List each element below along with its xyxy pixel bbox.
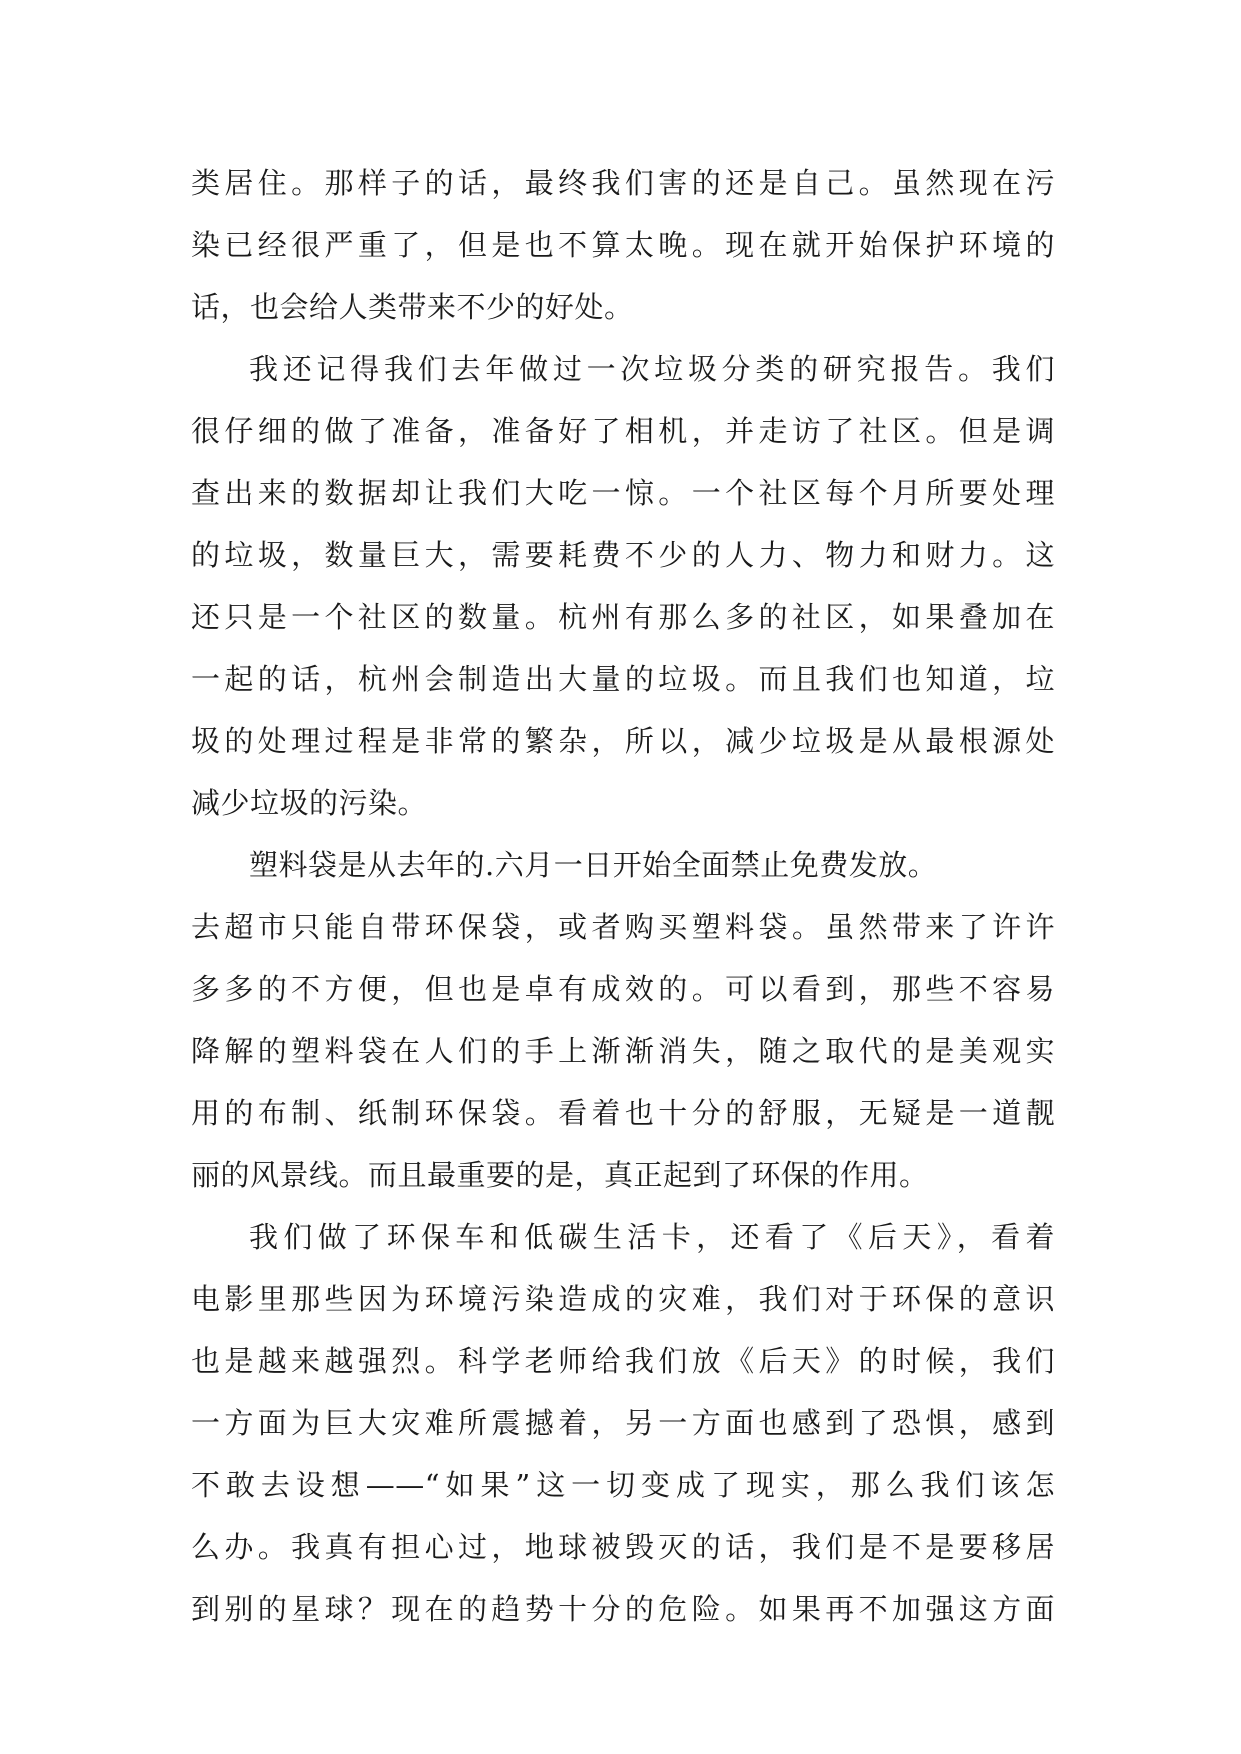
- text-line: 减少垃圾的污染。: [191, 786, 428, 820]
- text-line: 多多的不方便，但也是卓有成效的。可以看到，那些不容易: [191, 972, 1055, 1006]
- text-line: 降解的塑料袋在人们的手上渐渐消失，随之取代的是美观实: [191, 1034, 1055, 1068]
- text-line: 类居住。那样子的话，最终我们害的还是自己。虽然现在污: [191, 166, 1055, 200]
- paragraph-1: [191, 152, 1055, 338]
- text-line: 丽的风景线。而且最重要的是，真正起到了环保的作用。: [191, 1158, 929, 1192]
- text-line: 还只是一个社区的数量。杭州有那么多的社区，如果叠加在: [191, 600, 1055, 634]
- text-line: 用的布制、纸制环保袋。看着也十分的舒服，无疑是一道靓: [191, 1096, 1055, 1130]
- text-line: 我们做了环保车和低碳生活卡，还看了《后天》，看着: [249, 1220, 1055, 1254]
- text-line: 电影里那些因为环境污染造成的灾难，我们对于环保的意识: [191, 1282, 1055, 1316]
- text-line: 到别的星球？现在的趋势十分的危险。如果再不加强这方面: [191, 1592, 1055, 1626]
- paragraph-4: [191, 1206, 1055, 1640]
- document-body: [191, 152, 1055, 1640]
- text-line: 么办。我真有担心过，地球被毁灭的话，我们是不是要移居: [191, 1530, 1055, 1564]
- text-line: 去超市只能自带环保袋，或者购买塑料袋。虽然带来了许许: [191, 910, 1055, 944]
- paragraph-2: [191, 338, 1055, 834]
- text-line: 查出来的数据却让我们大吃一惊。一个社区每个月所要处理: [191, 476, 1055, 510]
- text-line: 话，也会给人类带来不少的好处。: [191, 290, 634, 324]
- text-line: 染已经很严重了，但是也不算太晚。现在就开始保护环境的: [191, 228, 1055, 262]
- text-line: 很仔细的做了准备，准备好了相机，并走访了社区。但是调: [191, 414, 1055, 448]
- text-line: 也是越来越强烈。科学老师给我们放《后天》的时候，我们: [191, 1344, 1055, 1378]
- text-line: 不敢去设想——“如果”这一切变成了现实，那么我们该怎: [191, 1468, 1055, 1502]
- text-line: 的垃圾，数量巨大，需要耗费不少的人力、物力和财力。这: [191, 538, 1055, 572]
- paragraph-3: [191, 834, 1055, 1206]
- text-line: 圾的处理过程是非常的繁杂，所以，减少垃圾是从最根源处: [191, 724, 1055, 758]
- text-line: 我还记得我们去年做过一次垃圾分类的研究报告。我们: [249, 352, 1055, 386]
- text-line: 塑料袋是从去年的.六月一日开始全面禁止免费发放。: [249, 848, 938, 882]
- text-line: 一起的话，杭州会制造出大量的垃圾。而且我们也知道，垃: [191, 662, 1055, 696]
- text-line: 一方面为巨大灾难所震撼着，另一方面也感到了恐惧，感到: [191, 1406, 1055, 1440]
